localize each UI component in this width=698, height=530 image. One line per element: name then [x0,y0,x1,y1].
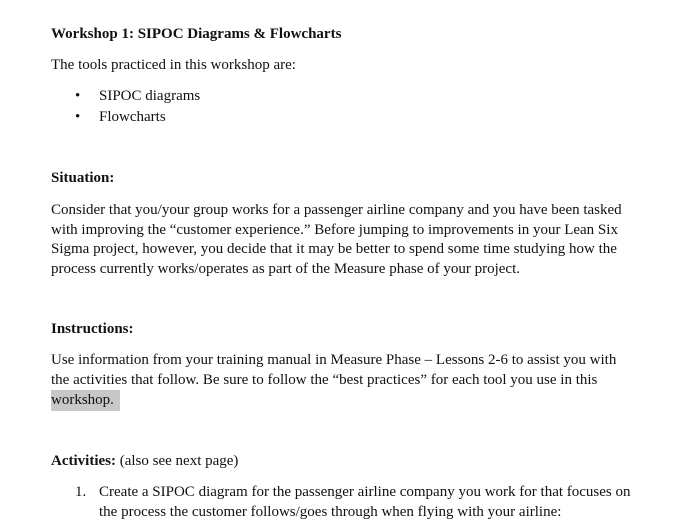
situation-line: Consider that you/your group works for a passenger airline company and you have been tasked [51,202,622,218]
situation-line: Sigma project, however, you decide that it may be better to spend some time studying how the [51,241,617,257]
item-line: Create a SIPOC diagram for the passenger airline company you work for that focuses on [99,484,631,500]
activities-heading: Activities: [51,453,116,469]
list-item-label: Flowcharts [99,109,166,125]
selected-text[interactable]: workshop. [51,390,120,411]
activities-heading-row [51,451,238,471]
item-number: 1. [75,484,87,500]
workshop-title: Workshop 1: SIPOC Diagrams & Flowcharts [51,26,342,42]
situation-line: process currently works/operates as part of the Measure phase of your project. [51,261,520,277]
instructions-line [51,390,120,410]
list-item [75,86,200,106]
instructions-heading: Instructions: [51,321,134,337]
situation-heading: Situation: [51,170,115,186]
list-item-label: SIPOC diagrams [99,88,201,104]
instructions-line: Use information from your training manual in Measure Phase – Lessons 2-6 to assist you with [51,352,617,368]
intro-text: The tools practiced in this workshop are: [51,57,296,73]
situation-line: with improving the “customer experience.” Before jumping to improvements in your Lean Six [51,222,618,238]
bullet-icon: • [75,88,81,104]
activities-note: (also see next page) [115,453,239,469]
instructions-line: the activities that follow. Be sure to follow the “best practices” for each tool you use in this [51,372,598,388]
item-line-continued: the process the customer follows/goes through when flying with your airline: [99,504,562,520]
numbered-item [75,482,631,502]
list-item [75,107,166,127]
bullet-icon: • [75,109,81,125]
